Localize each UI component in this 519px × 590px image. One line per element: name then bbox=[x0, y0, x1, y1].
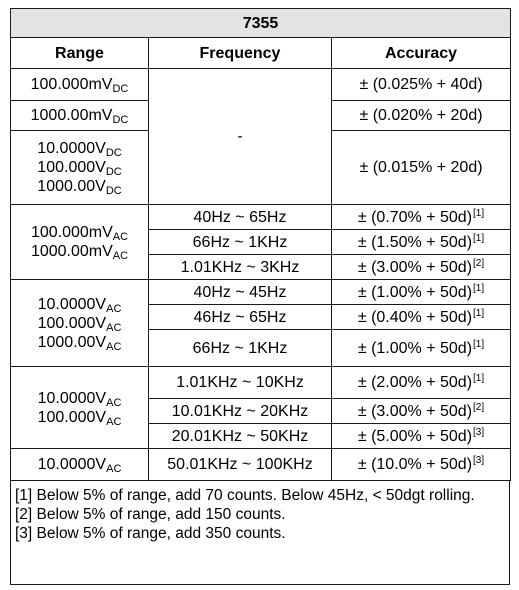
table-row bbox=[11, 449, 511, 481]
range-cell bbox=[11, 131, 149, 205]
frequency-cell: 1.01KHz ~ 10KHz bbox=[149, 367, 332, 399]
range-cell bbox=[11, 367, 149, 449]
accuracy-cell: ± (0.020% + 20d) bbox=[332, 101, 511, 131]
range-cell bbox=[11, 101, 149, 131]
accuracy-cell: ± (2.00% + 50d)[1] bbox=[332, 367, 511, 399]
range-line: $100.000V_{DC}$ bbox=[37, 159, 122, 178]
range-cell bbox=[11, 280, 149, 367]
range-line: $10.0000V_{DC}$ bbox=[37, 140, 122, 159]
header-accuracy: Accuracy bbox=[332, 38, 511, 69]
range-line: $1000.00mV_{DC}$ bbox=[30, 107, 129, 126]
range-line: $100.000mV_{DC}$ bbox=[30, 76, 129, 95]
footnote: [3] Below 5% of range, add 350 counts. bbox=[15, 525, 286, 542]
accuracy-cell: ± (0.015% + 20d) bbox=[332, 131, 511, 205]
range-line: $10.0000V_{AC}$ bbox=[37, 295, 122, 315]
accuracy-cell: ± (10.0% + 50d)[3] bbox=[332, 449, 511, 481]
accuracy-cell: ± (0.025% + 40d) bbox=[332, 69, 511, 101]
accuracy-cell: ± (1.00% + 50d)[1] bbox=[332, 330, 511, 367]
header-range: Range bbox=[11, 38, 149, 69]
table-row bbox=[11, 69, 511, 101]
footnote-ref: [1] bbox=[473, 282, 485, 294]
table-title: 7355 bbox=[11, 9, 511, 38]
frequency-cell: 20.01KHz ~ 50KHz bbox=[149, 424, 332, 449]
table-row bbox=[11, 205, 511, 230]
footnotes bbox=[10, 480, 510, 585]
accuracy-cell: ± (3.00% + 50d)[2] bbox=[332, 399, 511, 424]
accuracy-cell: ± (1.50% + 50d)[1] bbox=[332, 230, 511, 255]
footnote: [2] Below 5% of range, add 150 counts. bbox=[15, 506, 286, 523]
range-line: $10.0000V_{AC}$ bbox=[37, 389, 122, 409]
frequency-cell: 40Hz ~ 65Hz bbox=[149, 205, 332, 230]
footnote-ref: [1] bbox=[473, 232, 485, 244]
frequency-cell: 46Hz ~ 65Hz bbox=[149, 305, 332, 330]
range-line: $100.000mV_{AC}$ bbox=[30, 224, 129, 243]
accuracy-cell: ± (0.70% + 50d)[1] bbox=[332, 205, 511, 230]
frequency-cell: 1.01KHz ~ 3KHz bbox=[149, 255, 332, 280]
footnote-ref: [3] bbox=[473, 426, 485, 438]
spec-table bbox=[10, 8, 511, 481]
frequency-cell: 66Hz ~ 1KHz bbox=[149, 230, 332, 255]
frequency-cell: 40Hz ~ 45Hz bbox=[149, 280, 332, 305]
footnote-ref: [2] bbox=[473, 401, 485, 413]
range-cell bbox=[11, 69, 149, 101]
range-line: $10.0000V_{AC}$ bbox=[37, 456, 122, 475]
footnote-ref: [1] bbox=[473, 307, 485, 319]
frequency-cell: 66Hz ~ 1KHz bbox=[149, 330, 332, 367]
frequency-cell: 50.01KHz ~ 100KHz bbox=[149, 449, 332, 481]
footnote-ref: [1] bbox=[473, 338, 485, 350]
range-line: $100.000V_{AC}$ bbox=[37, 314, 122, 334]
frequency-cell: 10.01KHz ~ 20KHz bbox=[149, 399, 332, 424]
table-row bbox=[11, 280, 511, 305]
accuracy-cell: ± (5.00% + 50d)[3] bbox=[332, 424, 511, 449]
table-row bbox=[11, 367, 511, 399]
footnote: [1] Below 5% of range, add 70 counts. Below 45Hz, < 50dgt rolling. bbox=[15, 487, 475, 504]
footnote-ref: [1] bbox=[473, 373, 485, 384]
accuracy-cell: ± (3.00% + 50d)[2] bbox=[332, 255, 511, 280]
footnote-ref: [2] bbox=[473, 257, 485, 269]
frequency-cell: - bbox=[149, 69, 332, 205]
accuracy-cell: ± (1.00% + 50d)[1] bbox=[332, 280, 511, 305]
range-cell bbox=[11, 449, 149, 481]
footnote-ref: [3] bbox=[473, 455, 485, 466]
footnote-ref: [1] bbox=[473, 207, 485, 219]
header-frequency: Frequency bbox=[149, 38, 332, 69]
range-line: $1000.00V_{DC}$ bbox=[37, 178, 122, 197]
accuracy-cell: ± (0.40% + 50d)[1] bbox=[332, 305, 511, 330]
range-line: $1000.00V_{AC}$ bbox=[37, 333, 122, 353]
range-line: $100.000V_{AC}$ bbox=[37, 408, 122, 428]
range-line: $1000.00mV_{AC}$ bbox=[30, 243, 129, 262]
range-cell bbox=[11, 205, 149, 280]
